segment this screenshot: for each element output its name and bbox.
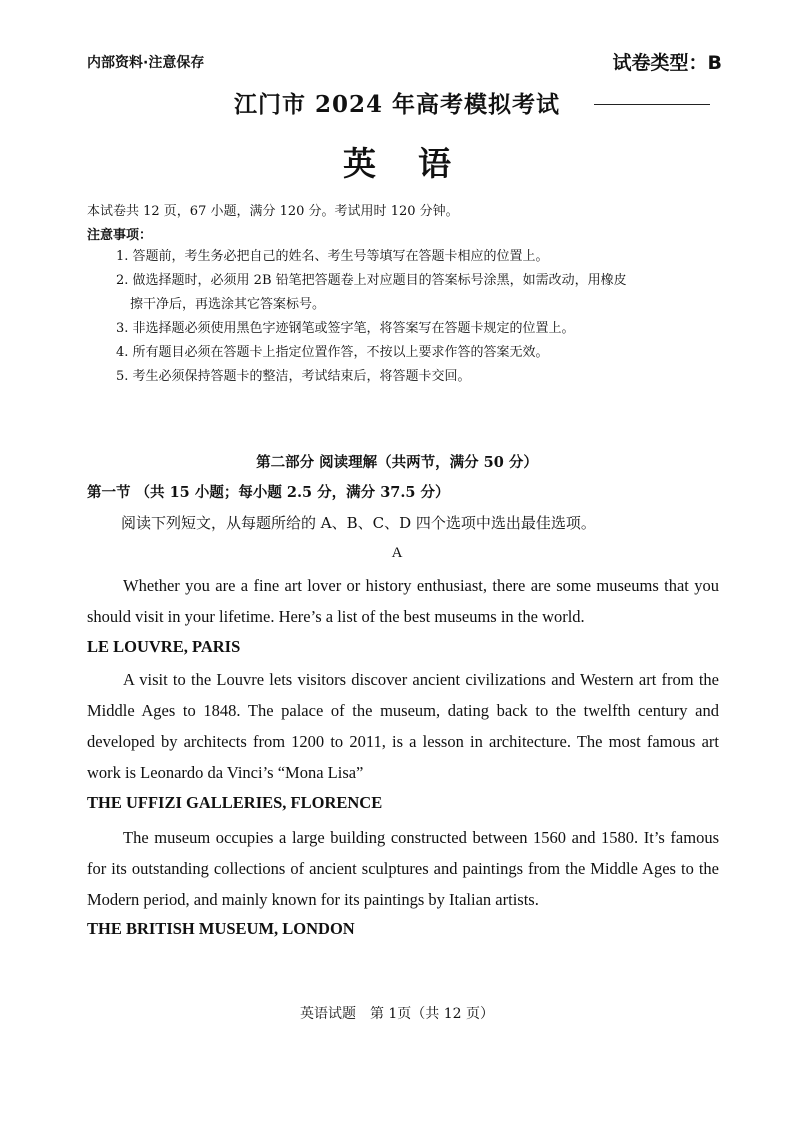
museum-text-uffizi bbox=[87, 822, 719, 915]
notice-item-continued: 擦干净后，再选涂其它答案标号。 bbox=[130, 297, 326, 312]
part-heading: 第二部分 阅读理解（共两节，满分 50 分） bbox=[256, 454, 538, 471]
museum-heading-british: THE BRITISH MUSEUM, LONDON bbox=[87, 919, 355, 938]
exam-intro: 本试卷共 12 页，67 小题，满分 120 分。考试用时 120 分钟。 bbox=[87, 204, 459, 219]
notice-heading: 注意事项： bbox=[87, 228, 153, 243]
section-heading: 第一节 （共 15 小题；每小题 2.5 分，满分 37.5 分） bbox=[87, 484, 450, 501]
page-footer: 英语试题 第 1页（共 12 页） bbox=[299, 1006, 495, 1022]
museum-heading-uffizi: THE UFFIZI GALLERIES, FLORENCE bbox=[87, 793, 383, 812]
museum-heading-louvre: LE LOUVRE, PARIS bbox=[87, 637, 241, 656]
section-instruction: 阅读下列短文，从每题所给的 A、B、C、D 四个选项中选出最佳选项。 bbox=[121, 514, 596, 532]
passage-intro-text: Whether you are a fine art lover or history enthusiast, there are some museums that you should visit in your lifetime. Here’s a list of the best museums in the world. bbox=[87, 576, 719, 626]
museum-text-louvre bbox=[87, 664, 719, 788]
notice-item: 2. 做选择题时，必须用 2B 铅笔把答题卷上对应题目的答案标号涂黑，如需改动，用橡皮 bbox=[116, 273, 627, 288]
louvre-text: A visit to the Louvre lets visitors discover ancient civilizations and Western art from the Middle Ages to 1848. The palace of the museum, dating back to the twelfth century and developed by architects from 1200 to 2011, is a lesson in architecture. The most famous art work is Leonardo da Vinci’s “Mona Lisa” bbox=[87, 670, 719, 782]
subject-title: 英语 bbox=[343, 144, 493, 183]
notice-item: 5. 考生必须保持答题卡的整洁，考试结束后，将答题卡交回。 bbox=[116, 369, 471, 384]
notice-item: 4. 所有题目必须在答题卡上指定位置作答，不按以上要求作答的答案无效。 bbox=[116, 345, 549, 360]
blank-fill-line bbox=[594, 104, 710, 105]
notice-item: 3. 非选择题必须使用黑色字迹钢笔或签字笔，将答案写在答题卡规定的位置上。 bbox=[116, 321, 575, 336]
passage-intro bbox=[87, 570, 719, 632]
uffizi-text: The museum occupies a large building constructed between 1560 and 1580. It’s famous for its outstanding collections of ancient sculptures and paintings from the Middle Ages to the Modern period, and mainly known for its paintings by Italian artists. bbox=[87, 828, 719, 909]
exam-title: 江门市 2024 年高考模拟考试 bbox=[233, 91, 561, 118]
paper-type-label: 试卷类型：B bbox=[612, 52, 722, 74]
notice-item: 1. 答题前，考生务必把自己的姓名、考生号等填写在答题卡相应的位置上。 bbox=[116, 249, 549, 264]
confidential-label: 内部资料·注意保存 bbox=[87, 55, 205, 71]
notice-list bbox=[116, 245, 728, 389]
passage-label: A bbox=[391, 545, 403, 561]
